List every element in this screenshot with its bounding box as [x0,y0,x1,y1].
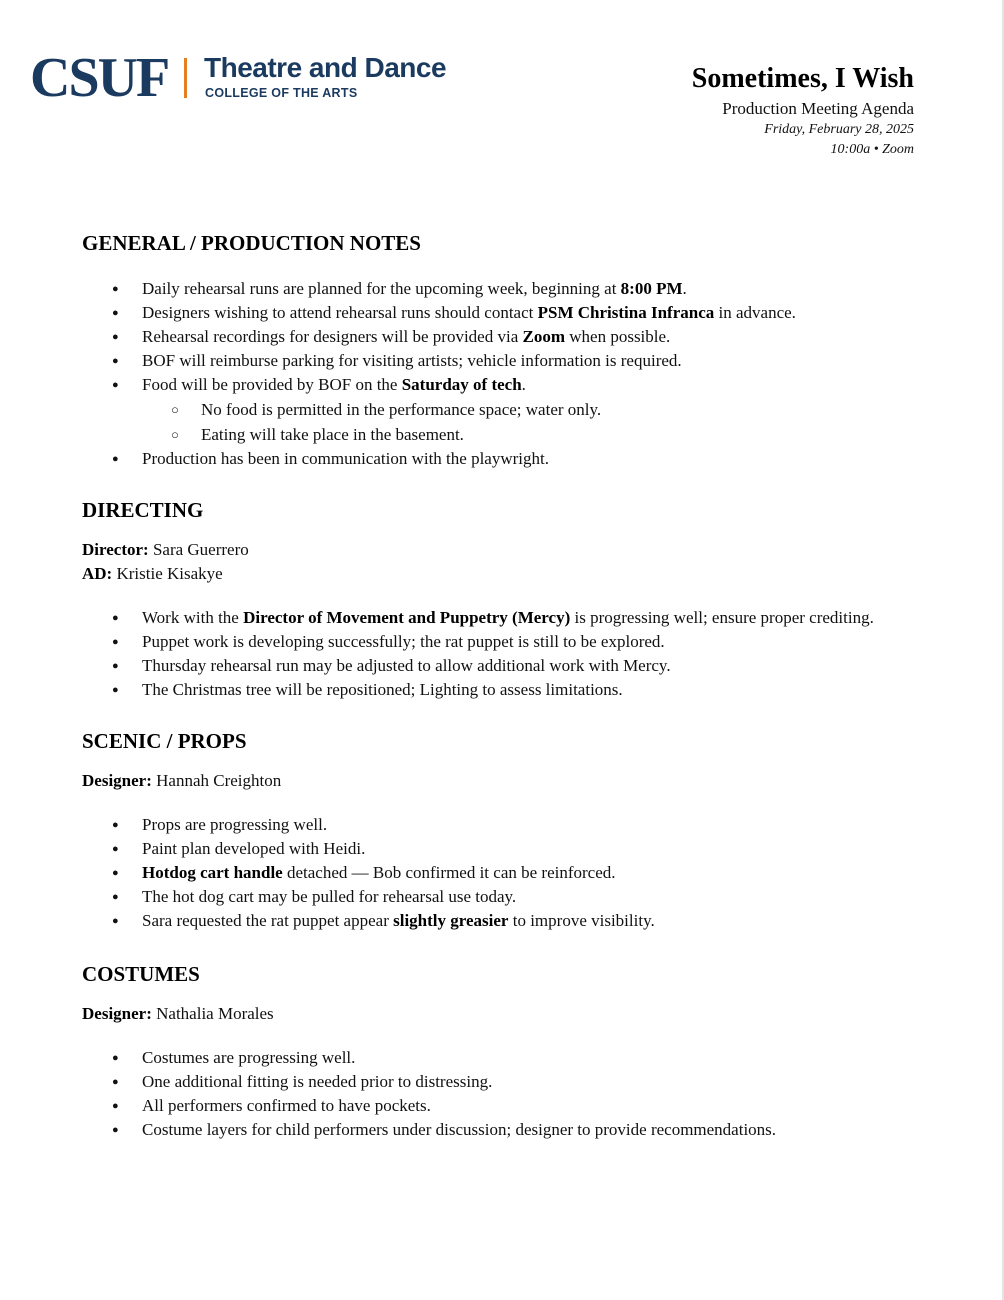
list-item: ● Props are progressing well. [82,813,882,837]
general-notes-list [82,277,882,471]
list-item: ● The hot dog cart may be pulled for rehearsal use today. [82,885,882,909]
directing-roles [82,538,882,586]
document-subtitle: Production Meeting Agenda [722,99,914,118]
list-item: ● Hotdog cart handle detached — Bob confirmed it can be reinforced. [82,861,882,885]
section-title-scenic: SCENIC / PROPS [82,729,247,753]
list-item: ● BOF will reimburse parking for visiting artists; vehicle information is required. [82,349,882,373]
section-title-directing: DIRECTING [82,498,204,522]
list-item: ● Sara requested the rat puppet appear slightly greasier to improve visibility. [82,909,882,933]
agenda-content [82,228,882,1142]
list-item: ● Production has been in communication with the playwright. [82,447,882,471]
section-title-costumes: COSTUMES [82,962,200,986]
document-header [514,62,914,160]
scenic-notes-list [82,813,882,933]
sub-list [142,397,882,447]
costume-notes-list [82,1046,882,1142]
scenic-designer-line: Designer: Hannah Creighton [82,771,282,790]
list-item: ● Food will be provided by BOF on the Saturday of tech. ○ No food is permitted in the performance space; water only. ○ Eating will take place in the basement. [82,373,882,447]
list-item: ● Paint plan developed with Heidi. [82,837,882,861]
logo-college: COLLEGE OF THE ARTS [205,86,358,100]
sub-list-item: ○ No food is permitted in the performance space; water only. [82,397,882,422]
list-item: ● Costume layers for child performers under discussion; designer to provide recommendations. [82,1118,882,1142]
list-item: ● Work with the Director of Movement and Puppetry (Mercy) is progressing well; ensure proper crediting. [82,606,882,630]
costume-designer-line: Designer: Nathalia Morales [82,1004,274,1023]
document-title: Sometimes, I Wish [691,63,914,94]
meeting-date: Friday, February 28, 2025 [764,122,914,137]
list-item: ● One additional fitting is needed prior to distressing. [82,1070,882,1094]
list-item: ● Costumes are progressing well. [82,1046,882,1070]
logo-wordmark: CSUF [30,47,169,109]
list-item: ● Daily rehearsal runs are planned for the upcoming week, beginning at 8:00 PM. [82,277,882,301]
list-item: ● All performers confirmed to have pockets. [82,1094,882,1118]
directing-notes-list [82,606,882,702]
director-line: Director: Sara Guerrero [82,540,249,559]
sub-list-item: ○ Eating will take place in the basement. [82,422,882,447]
list-item: ● The Christmas tree will be repositioned; Lighting to assess limitations. [82,678,882,702]
logo-department: Theatre and Dance [204,52,447,83]
section-title-general: GENERAL / PRODUCTION NOTES [82,231,421,255]
list-item: ● Rehearsal recordings for designers will be provided via Zoom when possible. [82,325,882,349]
list-item: ● Puppet work is developing successfully; the rat puppet is still to be explored. [82,630,882,654]
ad-line: AD: Kristie Kisakye [82,564,223,583]
logo-divider [184,58,187,98]
meeting-time: 10:00a • Zoom [830,142,914,157]
list-item: ● Designers wishing to attend rehearsal runs should contact PSM Christina Infranca in advance. [82,301,882,325]
list-item: ● Thursday rehearsal run may be adjusted to allow additional work with Mercy. [82,654,882,678]
